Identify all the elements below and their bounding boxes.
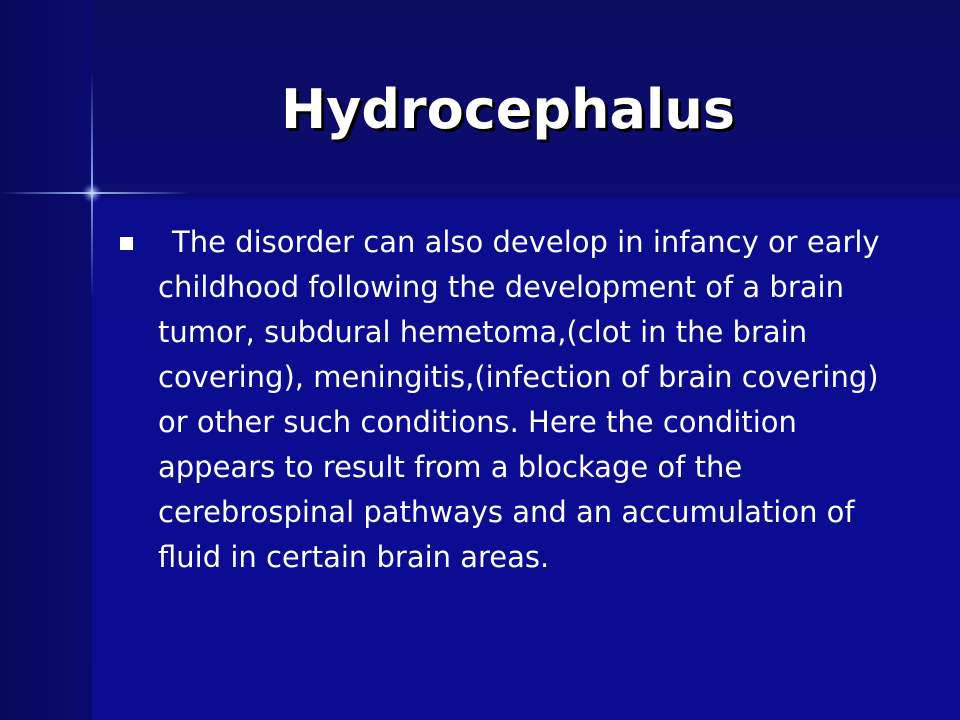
star-flare-icon <box>82 183 102 203</box>
slide-title: Hydrocephalus <box>280 78 736 141</box>
square-bullet-icon <box>120 237 133 250</box>
bullet-text: The disorder can also develop in infancy or early childhood following the development of a brain tumor, subdural hemetoma,(clot in the brain covering), meningitis,(infection of brain covering) or other such conditions. Here the condition appears to result from a blockage of the cerebrospinal pathways and an accumulation of fluid in certain brain areas. <box>158 225 880 574</box>
slide-body <box>120 220 910 580</box>
bullet-item <box>120 220 910 580</box>
